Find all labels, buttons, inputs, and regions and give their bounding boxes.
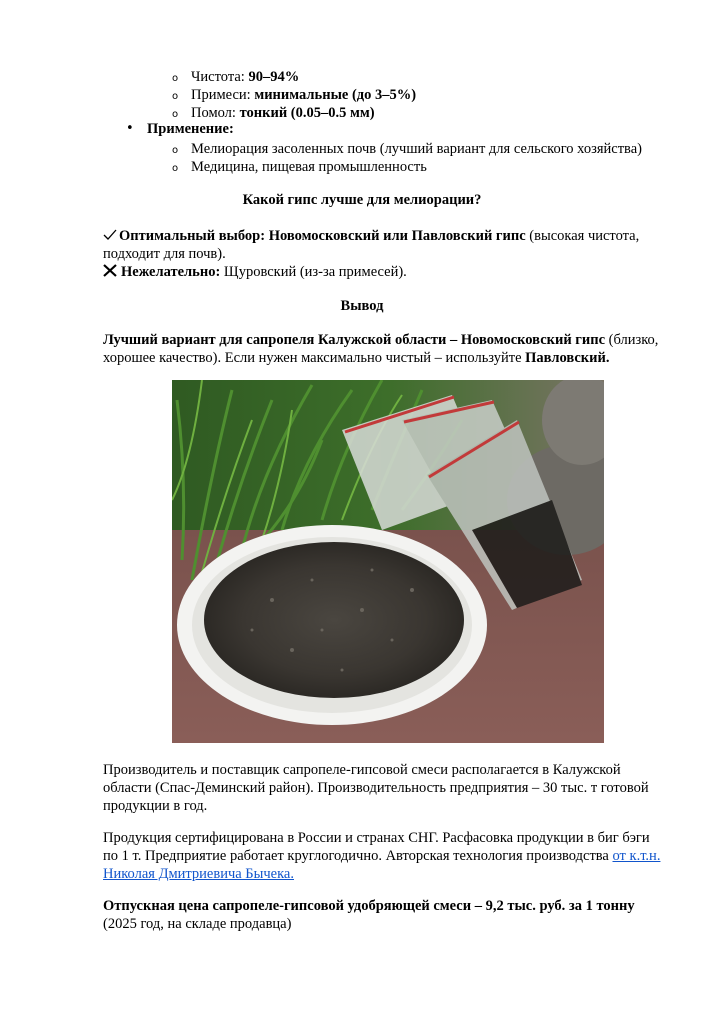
author-name-link[interactable]: Николая Дмитриевича Бычека.	[103, 866, 294, 882]
certification-line3	[103, 865, 294, 883]
sub-bullet-icon: o	[172, 73, 179, 84]
application-item: Мелиорация засоленных почв (лучший вариант для сельского хозяйства)	[191, 141, 642, 157]
impurities-item: Примеси: минимальные (до 3–5%)	[191, 87, 417, 103]
sub-bullet-icon: o	[172, 109, 179, 120]
bullet-icon: •	[126, 121, 134, 136]
optimal-choice-line: Оптимальный выбор: Новомосковский или Павловский гипс (высокая чистота,	[103, 227, 639, 246]
sapropel-photo	[172, 380, 604, 743]
producer-line: Производитель и поставщик сапропеле-гипсовой смеси располагается в Калужской	[103, 762, 621, 778]
producer-line: продукции в год.	[103, 798, 208, 814]
conclusion-heading: Вывод	[340, 298, 384, 314]
purity-item: Чистота: 90–94%	[191, 69, 300, 85]
cross-mark-icon	[103, 264, 121, 282]
check-mark-icon	[103, 228, 119, 246]
sub-bullet-icon: o	[172, 163, 179, 174]
author-link[interactable]: от к.т.н.	[612, 848, 661, 864]
sub-bullet-icon: o	[172, 145, 179, 156]
application-heading: Применение:	[147, 121, 234, 137]
price-note: (2025 год, на складе продавца)	[103, 916, 292, 932]
sub-bullet-icon: o	[172, 91, 179, 102]
application-item: Медицина, пищевая промышленность	[191, 159, 427, 175]
price-line: Отпускная цена сапропеле-гипсовой удобряющей смеси – 9,2 тыс. руб. за 1 тонну	[103, 898, 635, 914]
certification-line2: по 1 т. Предприятие работает круглогодично. Авторская технология производства от к.т.н.	[103, 848, 661, 864]
grind-item: Помол: тонкий (0.05–0.5 мм)	[191, 105, 375, 121]
conclusion-line2: хорошее качество). Если нужен максимально чистый – используйте Павловский.	[103, 350, 610, 366]
certification-line1: Продукция сертифицирована в России и странах СНГ. Расфасовка продукции в биг бэги	[103, 830, 650, 846]
conclusion-line1: Лучший вариант для сапропеля Калужской области – Новомосковский гипс (близко,	[103, 332, 659, 348]
producer-line: области (Спас-Деминский район). Производительность предприятия – 30 тыс. т готовой	[103, 780, 649, 796]
question-heading: Какой гипс лучше для мелиорации?	[242, 192, 482, 208]
undesirable-line: Нежелательно: Щуровский (из-за примесей).	[103, 263, 407, 282]
optimal-choice-line2: подходит для почв).	[103, 246, 226, 262]
